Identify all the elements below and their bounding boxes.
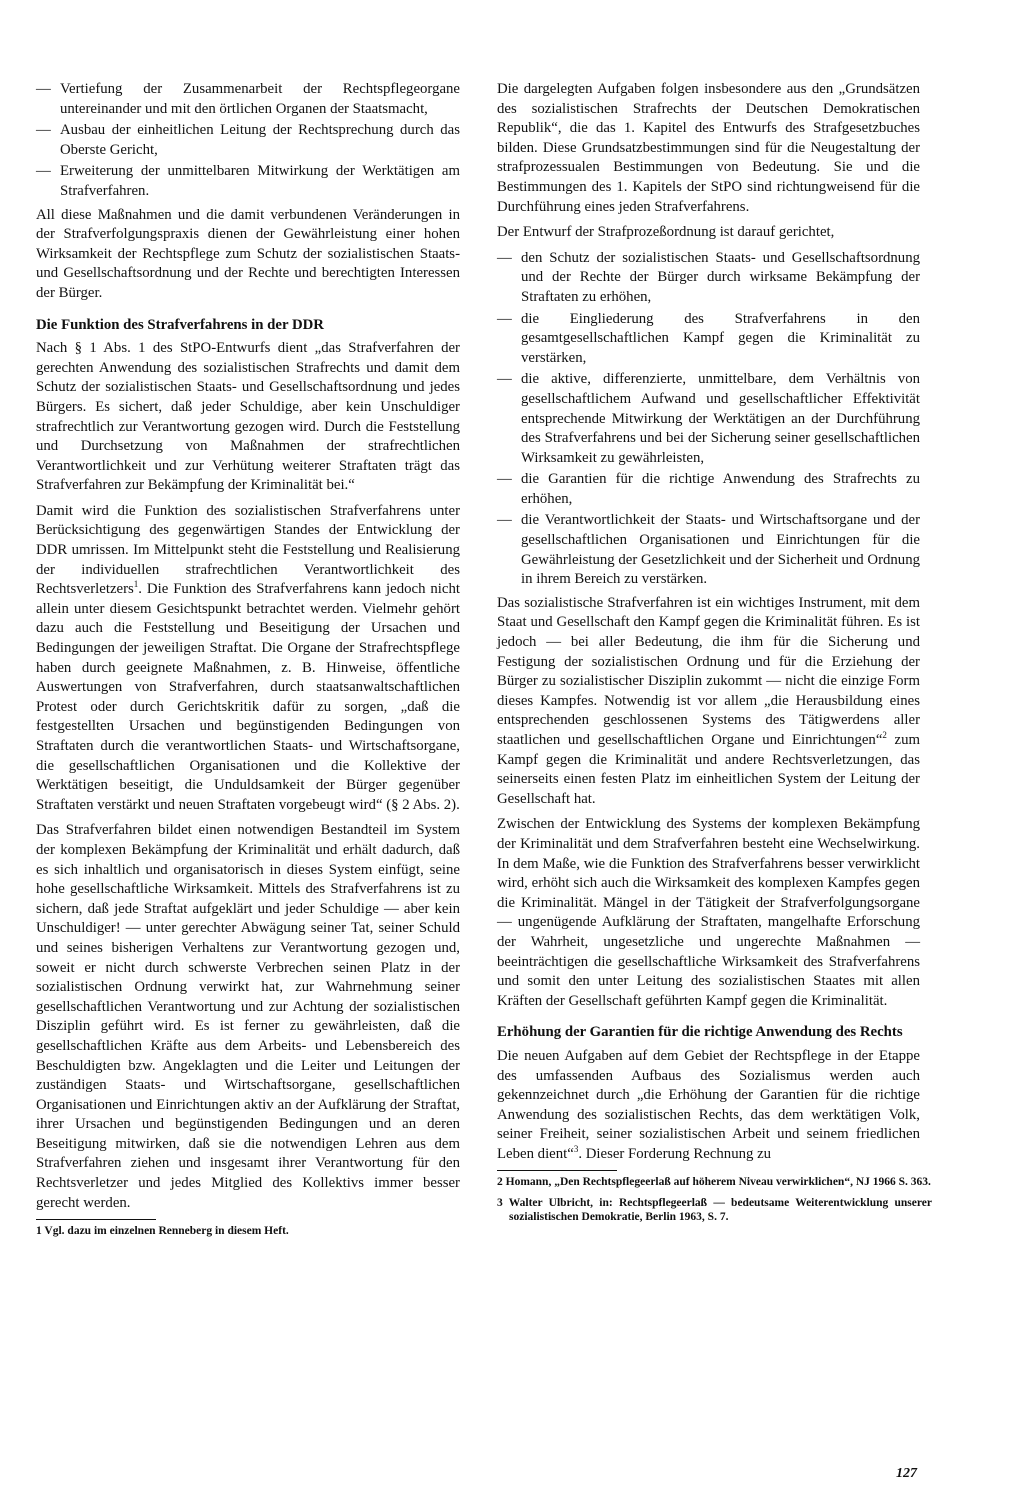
footnote-reference: 3 (573, 1143, 579, 1154)
paragraph-text: zum Kampf gegen die Kriminalität und andere Rechtsverletzungen, das seinerseits einen festen Platz im einheitlichen System der Leitung der Gesellschaft hat. (497, 732, 920, 807)
paragraph: Der Entwurf der Strafprozeßordnung ist darauf gerichtet, (497, 224, 835, 241)
list-item: — Vertiefung der Zusammenarbeit der Rechtspflegeorgane untereinander und mit den örtlichen Organen der Staatsmacht, (36, 80, 460, 119)
list-item: — die aktive, differenzierte, unmittelbare, dem Verhältnis von gesellschaftlichem Aufwand und gesellschaftlicher Effektivität entsprechende Mitwirkung der Werktätigen an der Durchführung des Strafverfahrens und bei der Sicherung seiner gesellschaftlichen Wirksamkeit zu gewährleisten, (497, 370, 920, 468)
paragraph (497, 1047, 920, 1165)
page-number: 127 (896, 1466, 917, 1481)
paragraph-text: Das sozialistische Strafverfahren ist ein wichtiges Instrument, mit dem Staat und Gesellschaft den Kampf gegen die Kriminalität führen. Es ist jedoch — bei aller Bedeutung, die ihm für die Sicherung und Festigung der sozialistischen Ordnung und für die Erziehung der Bürger zu sozialistischer Disziplin zukommt — nicht die einzige Form dieses Kampfes. Notwendig ist vor allem „die Herausbildung eines entsprechenden geschlossenen Systems des Tätigwerdens aller staatlichen und gesellschaftlichen Organe und Einrichtungen“ (497, 594, 920, 748)
goals-list (497, 249, 920, 590)
list-item: — die Garantien für die richtige Anwendung des Strafrechts zu erhöhen, (497, 470, 920, 509)
footnote: 3 Walter Ulbricht, in: Rechtspflegeerlaß — bedeutsame Weiterentwicklung unserer sozialistischen Demokratie, Berlin 1963, S. 7. (497, 1196, 932, 1224)
list-item: — die Eingliederung des Strafverfahrens in den gesamtgesellschaftlichen Kampf gegen die Kriminalität zu verstärken, (497, 310, 920, 369)
list-item: — Ausbau der einheitlichen Leitung der Rechtsprechung durch das Oberste Gericht, (36, 121, 460, 160)
paragraph-text: . Dieser Forderung Rechnung zu (578, 1145, 772, 1162)
footnote: 1 Vgl. dazu im einzelnen Renneberg in diesem Heft. (36, 1225, 289, 1238)
paragraph (497, 594, 920, 810)
footnote: 2 Homann, „Den Rechtspflegeerlaß auf höherem Niveau verwirklichen“, NJ 1966 S. 363. (497, 1176, 931, 1189)
paragraph-text: Die neuen Aufgaben auf dem Gebiet der Rechtspflege in der Etappe des umfassenden Aufbaus des Sozialismus werden auch gekennzeichnet durch „die Erhöhung der Garantien für die richtige Anwendung des sozialistischen Rechts, das dem werktätigen Volk, seiner Freiheit, seiner sozialistischen Arbeit und seinem friedlichen Leben dient“ (497, 1047, 920, 1162)
paragraph: Nach § 1 Abs. 1 des StPO-Entwurfs dient „das Strafverfahren der gerechten Anwendung des sozialistischen Strafrechts und damit dem Schutz der sozialistischen Staats- und Gesellschaftsordnung und jedes Bürgers. Es sichert, daß jeder Schuldige, aber kein Unschuldiger strafrechtlich zur Verantwortung gezogen wird. Durch die Feststellung und Durchsetzung von Maßnahmen der strafrechtlichen Verantwortlichkeit und zur Verhütung weiterer Straftaten trägt das Strafverfahren zur Bekämpfung der Kriminalität bei.“ (36, 340, 460, 494)
paragraph (36, 502, 460, 816)
paragraph: All diese Maßnahmen und die damit verbundenen Veränderungen in der Strafverfolgungspraxis dienen der Gewährleistung einer hohen Wirksamkeit der Rechtspflege zum Schutz der sozialistischen Staats- und Gesellschaftsordnung und der Rechte und berechtigten Interessen der Bürger. (36, 206, 460, 301)
list-item: — Erweiterung der unmittelbaren Mitwirkung der Werktätigen am Strafverfahren. (36, 162, 460, 201)
measures-list (36, 80, 460, 202)
section-heading: Die Funktion des Strafverfahrens in der DDR (36, 316, 324, 333)
paragraph: Das Strafverfahren bildet einen notwendigen Bestandteil im System der komplexen Bekämpfung der Kriminalität und erhält dadurch, daß es sich inhaltlich und organisatorisch in dieses System einfügt, seine hohe gesellschaftliche Wirksamkeit. Mittels des Strafverfahrens ist zu sichern, daß jede Straftat aufgeklärt und jeder Schuldige — aber kein Unschuldiger! — unter gerechter Abwägung seiner Tat, seiner Schuld und seines bisherigen Verhaltens zur Verantwortung gezogen und, soweit er nicht durch schwerste Verbrechen seinen Platz in der sozialistischen Ordnung verwirkt hat, zur Wahrnehmung seiner gesellschaftlichen Verantwortung und zur Achtung der sozialistischen Disziplin geführt wird. Es ist ferner zu gewährleisten, daß die gesellschaftlichen Kräfte aus dem Arbeits- und Lebensbereich des Beschuldigten bzw. Angeklagten und die Leiter und Leitungen der zuständigen Staats- und Wirtschaftsorgane, gesellschaftlichen Organisationen und Einrichtungen aktiv an der Aufklärung der Straftat, ihrer Ursachen und begünstigenden Bedingungen und an deren Beseitigung mitwirken, daß sie die notwendigen Lehren aus dem Strafverfahren ziehen und insgesamt ihrer Verantwortung für den Rechtsverletzer und jedes Mitglied des Kollektivs immer besser gerecht werden. (36, 822, 460, 1211)
list-item: — den Schutz der sozialistischen Staats- und Gesellschaftsordnung und der Rechte der Bürger durch wirksame Bekämpfung der Straftaten zu erhöhen, (497, 249, 920, 308)
footnote-reference: 2 (882, 730, 887, 741)
section-heading: Erhöhung der Garantien für die richtige Anwendung des Rechts (497, 1024, 903, 1041)
paragraph-text: . Die Funktion des Strafverfahrens kann jedoch nicht allein unter diesem Gesichtspunkt betrachtet werden. Vielmehr gehört dazu auch die Feststellung und Beseitigung der Ursachen und Bedingungen der jeweiligen Straftat. Die Organe der Strafrechtspflege haben durch geeignete Maßnahmen, z. B. Hinweise, öffentliche Auswertungen von Strafverfahren, durch staatsanwaltschaftlichen Protest oder durch Gerichtskritik dafür zu sorgen, „daß die festgestellten Ursachen und begünstigenden Bedingungen von Straftaten durch die verantwortlichen Staats- und Wirtschaftsorgane, die gesellschaftlichen Organisationen und die Kollektive der Werktätigen beseitigt, die Unduldsamkeit der Bürger gegenüber Straftaten verstärkt und neuen Straftaten vorgebeugt wird“ (§ 2 Abs. 2). (36, 581, 460, 813)
right-column (497, 80, 932, 1231)
footnote-reference: 1 (133, 579, 139, 590)
paragraph: Die dargelegten Aufgaben folgen insbesondere aus den „Grundsätzen des sozialistischen Strafrechts der Deutschen Demokratischen Republik“, die das 1. Kapitel des Entwurfs des Strafgesetzbuches bilden. Diese Grundsatzbestimmungen sind für die Neugestaltung der strafprozessualen Bestimmungen von Bedeutung. Sie und die Bestimmungen des 1. Kapitels der StPO sind richtungweisend für die Durchführung eines jeden Strafverfahrens. (497, 81, 920, 215)
left-column (36, 80, 460, 1245)
list-item: — die Verantwortlichkeit der Staats- und Wirtschaftsorgane und der gesellschaftlichen Organisationen und Einrichtungen für die Gewährleistung der Gesetzlichkeit und der Sicherheit und Ordnung in ihrem Bereich zu verstärken. (497, 511, 920, 589)
paragraph-text: Damit wird die Funktion des sozialistischen Strafverfahrens unter Berücksichtigung des gegenwärtigen Standes der Entwicklung der DDR umrissen. Im Mittelpunkt steht die Feststellung und Realisierung der individuellen strafrechtlichen Verantwortlichkeit des Rechtsverletzers (36, 502, 460, 598)
paragraph: Zwischen der Entwicklung des Systems der komplexen Bekämpfung der Kriminalität und dem Strafverfahren besteht eine Wechselwirkung. In dem Maße, wie die Funktion des Strafverfahrens besser verwirklicht wird, erhöht sich auch die Wirksamkeit des komplexen Kampfes gegen die Kriminalität. Mängel in der Tätigkeit der Strafverfolgungsorgane — ungenügende Aufklärung der Straftaten, mangelhafte Erforschung der Wahrheit, ungesetzliche und ungerechte Maßnahmen — beeinträchtigen die gesellschaftliche Wirksamkeit des Strafverfahrens und somit den unter Leitung des sozialistischen Staates mit allen Kräften der Gesellschaft geführten Kampf gegen die Kriminalität. (497, 816, 920, 1009)
